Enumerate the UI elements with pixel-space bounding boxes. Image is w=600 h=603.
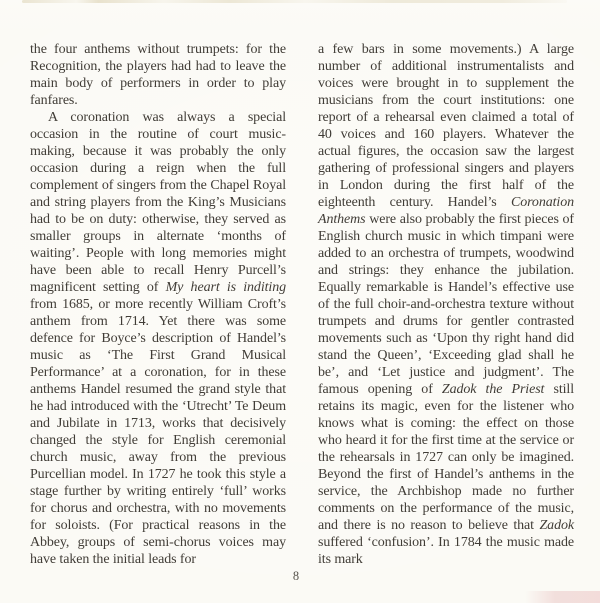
italic-text-run: Zadok the Priest xyxy=(441,382,545,397)
page-number: 8 xyxy=(292,569,300,583)
text-run: were also probably the first pieces of English church music in which timpani were added to an orchestra of trumpets, woodwind and strings: they enhance the jubilation. Equally remarkable is Handel’s effective use of the full choir-and-orchestra texture without trumpets and drums for gentler contrasted movements such as ‘Upon thy right hand did stand the Queen’, ‘Exceeding glad shall he be’, and ‘Let justice and judgment’. The famous opening of xyxy=(318,212,574,397)
text-run: A coronation was always a special occasion in the routine of court music-making, because it was probably the only occasion during a reign when the full complement of singers from the Chapel Royal and string players from the King’s Musicians had to be on duty: otherwise, they served as smaller groups in alternate ‘months of waiting’. People with long memories might have been able to recall Henry Purcell’s magnificent setting of xyxy=(30,110,286,295)
text-run: from 1685, or more recently William Croft’s anthem from 1714. Yet there was some defence for Boyce’s description of Handel’s music as ‘The First Grand Musical Performance’ at a coronation, for in these anthems Handel resumed the grand style that he had introduced with the ‘Utrecht’ Te Deum and Jubilate in 1713, works that decisively changed the style for English ceremonial church music, away from the previous Purcellian model. In 1727 he took this style a stage further by writing entirely ‘full’ works for chorus and orchestra, with no movements for soloists. (For practical reasons in the Abbey, groups of semi-chorus voices may have taken the initial leads for xyxy=(30,297,286,567)
text-run: a few bars in some movements.) A large number of additional instrumentalists and voices were brought in to supplement the musicians from the court institutions: one report of a rehearsal even claimed a total of 40 voices and 160 players. Whatever the actual figures, the occasion saw the largest gathering of professional singers and players in London during the first half of the eighteenth century. Handel’s xyxy=(318,42,574,210)
scan-corner-artifact xyxy=(525,591,600,603)
paragraph xyxy=(30,41,286,109)
italic-text-run: Zadok xyxy=(539,518,574,533)
scan-edge-artifact xyxy=(22,0,567,3)
italic-text-run: Coronation Anthems xyxy=(318,195,574,227)
paragraph xyxy=(30,109,286,568)
italic-text-run: My heart is inditing xyxy=(165,280,287,295)
text-run: suffered ‘confusion’. In 1784 the music made its mark xyxy=(318,535,574,567)
text-run: still retains its magic, even for the listener who knows what is coming: the effect on those who heard it for the first time at the service or the rehearsals in 1727 can only be imagined. Beyond the first of Handel’s anthems in the service, the Archbishop made no further comments on the performance of the music, and there is no reason to believe that xyxy=(318,382,574,533)
text-run: the four anthems without trumpets: for the Recognition, the players had had to leave the main body of performers in order to play fanfares. xyxy=(30,42,286,108)
left-column xyxy=(30,41,286,568)
two-column-text xyxy=(30,41,574,568)
paragraph xyxy=(318,41,574,568)
right-column xyxy=(318,41,574,568)
